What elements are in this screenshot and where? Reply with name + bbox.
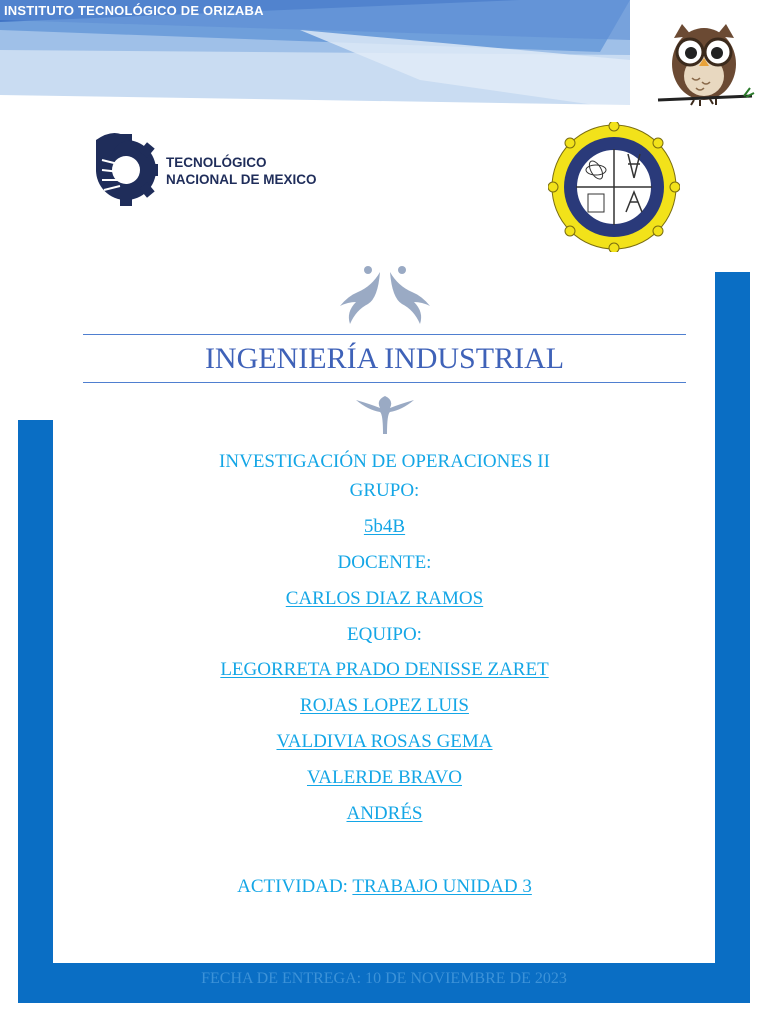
team-member [83, 695, 686, 717]
group-label: GRUPO: [349, 480, 420, 501]
title-rule-top [83, 334, 686, 335]
activity-label: ACTIVIDAD: [237, 876, 348, 897]
header-institution-title: INSTITUTO TECNOLÓGICO DE ORIZABA [4, 3, 264, 18]
fleur-ornament-icon [352, 394, 418, 436]
tecnm-logo-line1: TECNOLÓGICO [166, 155, 267, 170]
document-title: INGENIERÍA INDUSTRIAL [204, 342, 565, 375]
teacher-link[interactable]: CARLOS DIAZ RAMOS [285, 588, 484, 609]
teacher-label: DOCENTE: [337, 552, 432, 573]
tecnm-logo-text [166, 154, 317, 188]
team-member [83, 731, 686, 753]
title-rule-bottom [83, 382, 686, 383]
tecnm-logo-line2: NACIONAL DE MEXICO [166, 172, 317, 187]
group-value [83, 516, 686, 538]
team-member-link[interactable]: ROJAS LOPEZ LUIS [300, 695, 469, 716]
team-member-link[interactable]: ANDRÉS [346, 803, 423, 824]
group-link[interactable]: 5b4B [363, 516, 406, 537]
team-member [83, 659, 686, 681]
activity-line [83, 876, 686, 898]
frame-left-bar [18, 420, 53, 1003]
team-member [83, 803, 686, 825]
teacher-value [83, 588, 686, 610]
due-date: FECHA DE ENTREGA: 10 DE NOVIEMBRE DE 2023 [201, 970, 567, 987]
frame-right-bar [715, 272, 750, 1003]
team-member-link[interactable]: VALDIVIA ROSAS GEMA [276, 731, 493, 752]
owl-mascot-icon [652, 20, 756, 110]
team-member-link[interactable]: VALERDE BRAVO [306, 767, 462, 788]
header-banner [0, 0, 630, 140]
team-label: EQUIPO: [347, 624, 422, 645]
team-member [83, 767, 686, 789]
subject-text: INVESTIGACIÓN DE OPERACIONES II [219, 451, 550, 472]
ito-seal-icon [548, 122, 680, 252]
team-member-link[interactable]: LEGORRETA PRADO DENISSE ZARET [220, 659, 549, 680]
flourish-ornament-icon [330, 262, 440, 328]
activity-link[interactable]: TRABAJO UNIDAD 3 [352, 876, 532, 897]
